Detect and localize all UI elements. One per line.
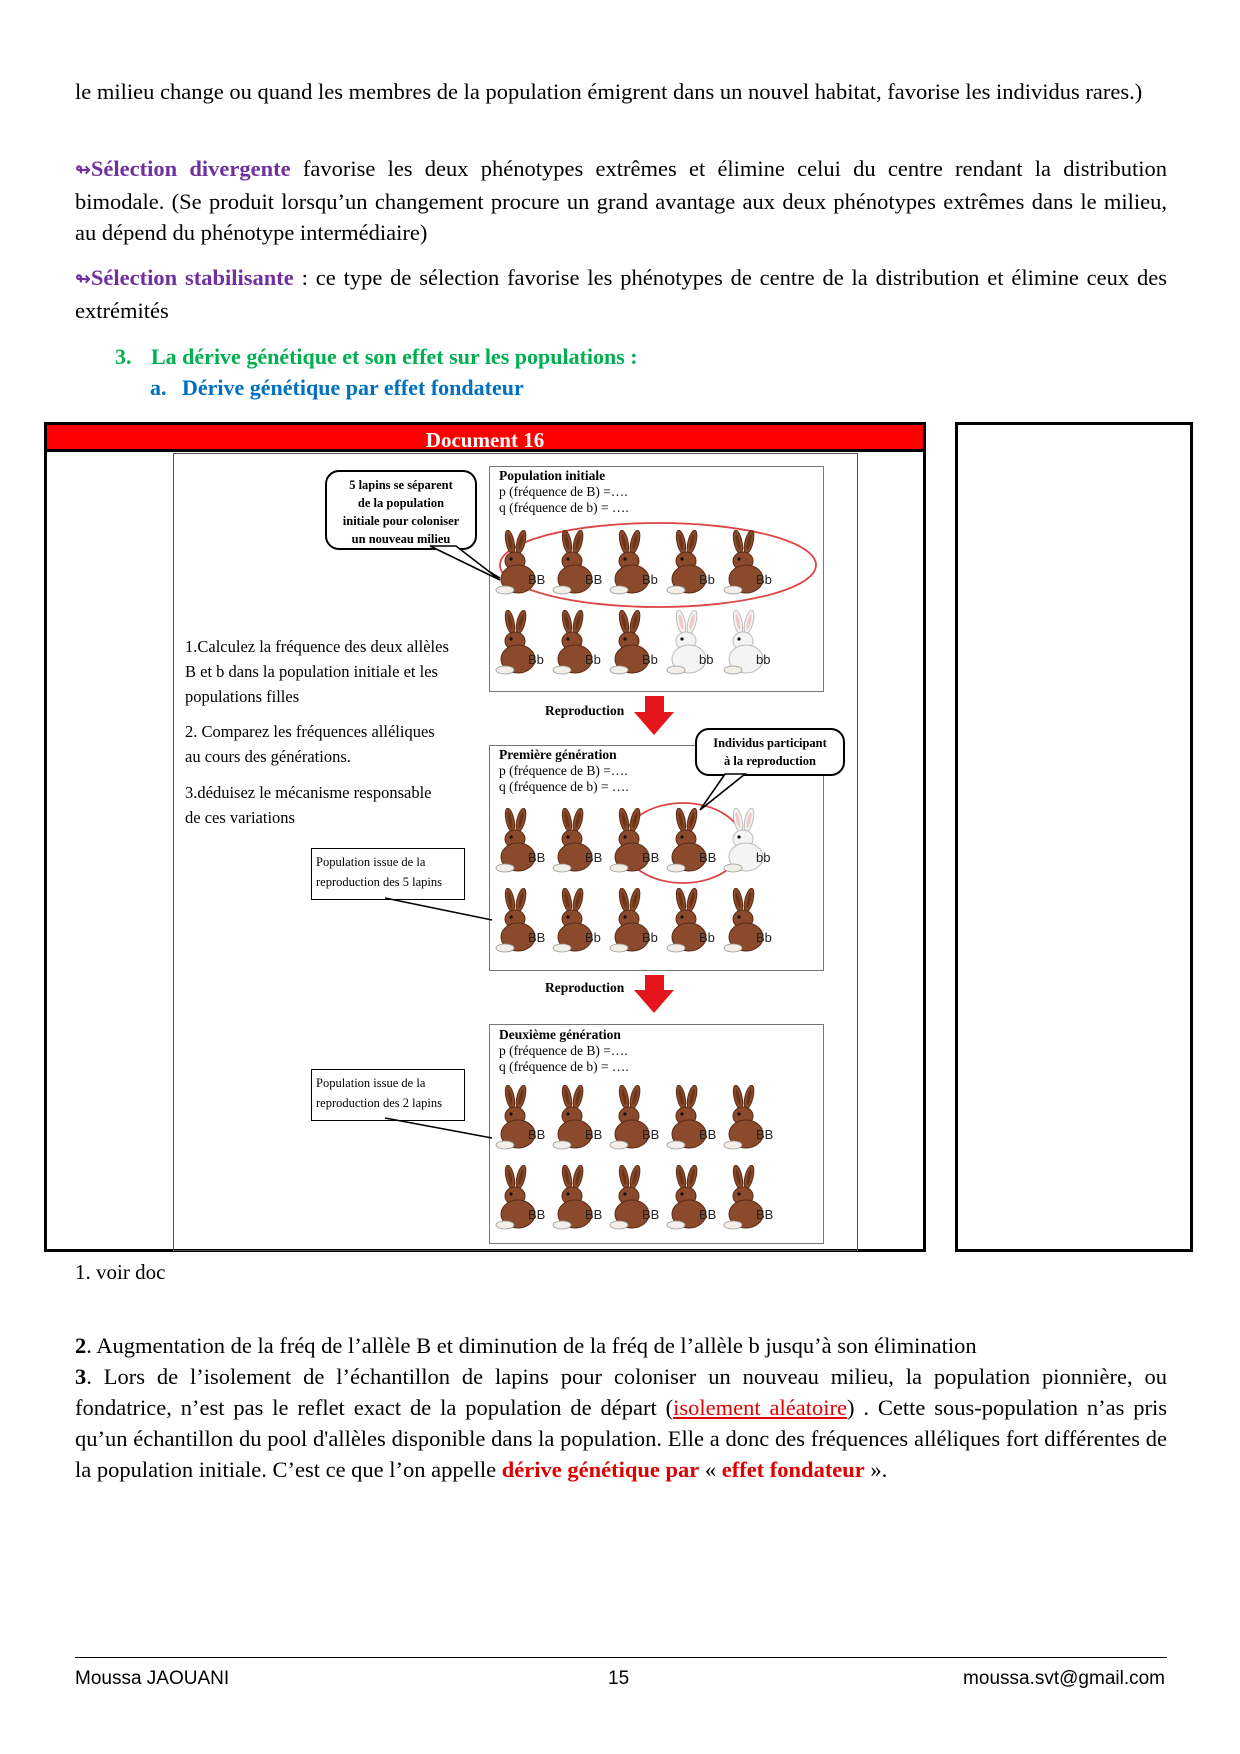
- genotype-label: Bb: [642, 930, 658, 945]
- pop-second-header: Deuxième génération p (fréquence de B) =…. q (fréquence de b) = ….: [499, 1027, 629, 1074]
- pop-first-header: Première génération p (fréquence de B) =…. q (fréquence de b) = ….: [499, 747, 629, 794]
- rabbit-grid-first: [494, 808, 824, 968]
- genotype-label: BB: [642, 1207, 660, 1222]
- genotype-label: BB: [528, 572, 546, 587]
- genotype-label: BB: [528, 1127, 546, 1142]
- genotype-label: BB: [699, 1207, 717, 1222]
- footer-author: Moussa JAOUANI: [75, 1668, 230, 1689]
- genotype-label: BB: [699, 1127, 717, 1142]
- genotype-label: BB: [528, 850, 546, 865]
- reproduction-label-2: Reproduction: [545, 980, 625, 995]
- arrow-icon: ↬: [75, 268, 91, 290]
- genotype-label: BB: [585, 572, 603, 587]
- rabbit-grid-second: [494, 1085, 824, 1245]
- heading-a-text: Dérive génétique par effet fondateur: [182, 375, 524, 400]
- genotype-label: Bb: [756, 572, 772, 587]
- callout-tail-founders: [430, 546, 500, 580]
- pointer-note-2: [385, 1118, 492, 1138]
- question-3: 3.déduisez le mécanisme responsable de ces variations: [185, 783, 432, 827]
- genotype-label: Bb: [585, 652, 601, 667]
- callout-participants: Individus participant à la reproduction: [695, 728, 845, 776]
- footer-email: moussa.svt@gmail.com: [963, 1668, 1165, 1689]
- genotype-label: BB: [528, 930, 546, 945]
- answer-3: 3. Lors de l’isolement de l’échantillon de lapins pour coloniser un nouveau milieu, la population pionnière, ou fondatrice, n’est pas le reflet exact de la population de départ (isolement aléatoire) . Cette sous-population n’as pris qu’un échantillon du pool d'allèles disponible dans la population. Elle a donc des fréquences alléliques fort différentes de la population initiale. C’est ce que l’on appelle dérive génétique par « effet fondateur ».: [75, 1364, 1167, 1482]
- answer-2: 2. Augmentation de la fréq de l’allèle B et diminution de la fréq de l’allèle b jusqu’à son élimination: [75, 1333, 977, 1358]
- document-title-bar: Document 16: [44, 422, 926, 452]
- callout-tail-participants: [700, 774, 745, 810]
- red-arrow-down-icon: [634, 696, 674, 735]
- heading-a-number: a.: [150, 375, 167, 400]
- genotype-label: BB: [585, 850, 603, 865]
- genotype-label: Bb: [528, 652, 544, 667]
- note-5-rabbits: Population issue de la reproduction des 5 lapins: [311, 848, 465, 900]
- genotype-label: BB: [699, 850, 717, 865]
- pop-initial-header: Population initiale p (fréquence de B) =…. q (fréquence de b) = ….: [499, 468, 629, 515]
- genotype-label: Bb: [585, 930, 601, 945]
- divergent-text: favorise les deux phénotypes extrêmes et élimine celui du centre rendant la distribution bimodale. (Se produit lorsqu’un changement procure un grand avantage aux deux phénotypes extrêmes dans le milieu, au dépend du phénotype intermédiaire): [75, 156, 1168, 245]
- genotype-label: Bb: [642, 572, 658, 587]
- genotype-label: BB: [585, 1127, 603, 1142]
- rabbit-grid-initial: [494, 530, 824, 690]
- genotype-label: bb: [756, 850, 771, 865]
- heading-3-number: 3.: [115, 344, 132, 369]
- divergent-title: Sélection divergente: [90, 156, 291, 181]
- genotype-label: BB: [756, 1127, 774, 1142]
- answer-1: 1. voir doc: [75, 1260, 166, 1284]
- arrow-icon: ↬: [75, 159, 91, 181]
- reproduction-label-1: Reproduction: [545, 703, 625, 718]
- callout-founders: 5 lapins se séparent de la population initiale pour coloniser un nouveau milieu: [325, 470, 477, 550]
- footer-rule: [75, 1657, 1167, 1658]
- stabilizing-text: : ce type de sélection favorise les phénotypes de centre de la distribution et élimine ceux des extrémités: [75, 265, 1167, 323]
- genotype-label: bb: [699, 652, 714, 667]
- note-2-rabbits: Population issue de la reproduction des 2 lapins: [311, 1069, 465, 1121]
- isolement-link[interactable]: isolement aléatoire: [673, 1395, 847, 1420]
- answer-2-3: [75, 1330, 1167, 1485]
- genotype-label: BB: [642, 1127, 660, 1142]
- footer-page-number: 15: [608, 1668, 630, 1689]
- heading-3-text: La dérive génétique et son effet sur les populations :: [151, 344, 638, 369]
- genotype-label: BB: [642, 850, 660, 865]
- genotype-label: BB: [585, 1207, 603, 1222]
- genotype-label: Bb: [642, 652, 658, 667]
- paragraph-intro: le milieu change ou quand les membres de la population émigrent dans un nouvel habitat, favorise les individus rares.): [75, 79, 1143, 104]
- red-arrow-down-icon: [634, 975, 674, 1013]
- genotype-label: Bb: [699, 930, 715, 945]
- genotype-label: BB: [528, 1207, 546, 1222]
- question-1: 1.Calculez la fréquence des deux allèles B et b dans la population initiale et les populations filles: [185, 637, 449, 706]
- genotype-label: Bb: [756, 930, 772, 945]
- stabilizing-title: Sélection stabilisante: [90, 265, 294, 290]
- genotype-label: bb: [756, 652, 771, 667]
- question-2: 2. Comparez les fréquences alléliques au cours des générations.: [185, 722, 435, 766]
- genotype-label: BB: [756, 1207, 774, 1222]
- pointer-note-5: [385, 898, 492, 920]
- genotype-label: Bb: [699, 572, 715, 587]
